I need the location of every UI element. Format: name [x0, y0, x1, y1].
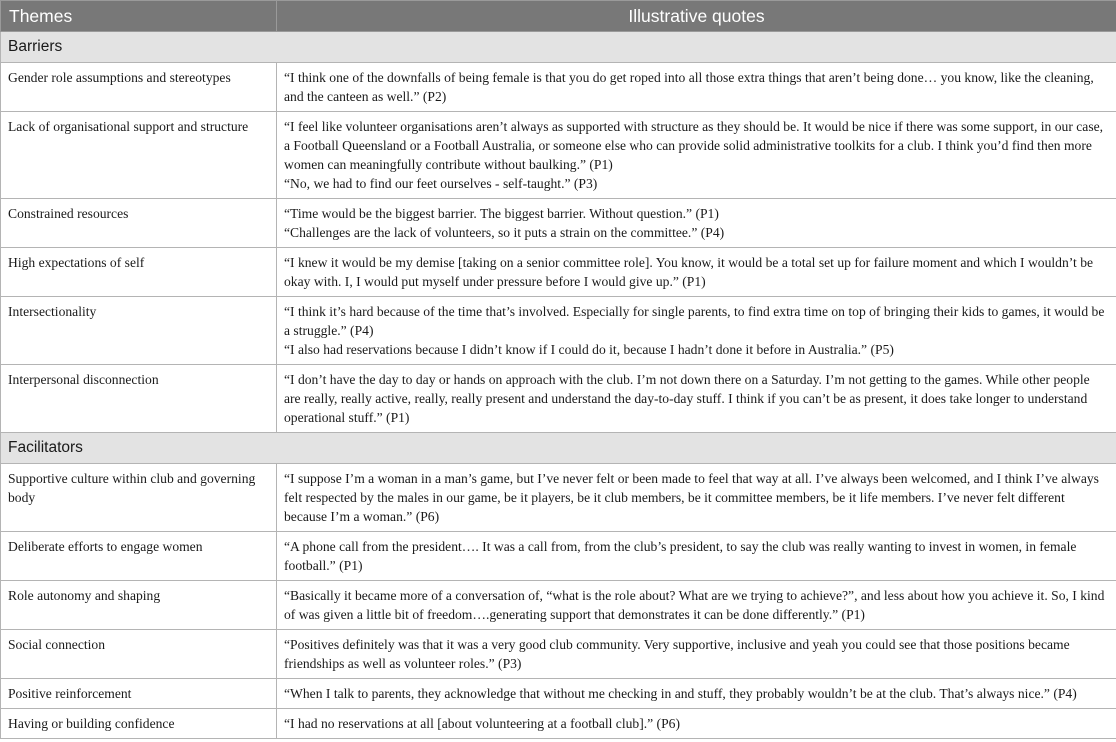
quote-text: “I had no reservations at all [about volunteering at a football club].” (P6)	[284, 716, 680, 731]
theme-cell: Having or building confidence	[1, 709, 277, 739]
table-row	[1, 464, 1116, 532]
table-body	[1, 32, 1116, 739]
quote-text: “Positives definitely was that it was a very good club community. Very supportive, inclusive and yeah you could see that those positions became friendships as well as volunteer roles.” (P3)	[284, 637, 1070, 671]
table-row	[1, 630, 1116, 679]
quote-text: “Time would be the biggest barrier. The biggest barrier. Without question.” (P1)	[284, 206, 719, 221]
quote-cell	[277, 63, 1116, 112]
quote-cell	[277, 581, 1116, 630]
quote-cell	[277, 365, 1116, 433]
table-row	[1, 581, 1116, 630]
table-row	[1, 365, 1116, 433]
theme-cell: Role autonomy and shaping	[1, 581, 277, 630]
table-row	[1, 679, 1116, 709]
theme-cell: Gender role assumptions and stereotypes	[1, 63, 277, 112]
theme-cell: Lack of organisational support and structure	[1, 112, 277, 199]
theme-cell: Constrained resources	[1, 199, 277, 248]
quote-text: “I think one of the downfalls of being female is that you do get roped into all those extra things that aren’t being done… you know, like the cleaning, and the canteen as well.” (P2)	[284, 70, 1094, 104]
section-row-barriers	[1, 32, 1116, 63]
theme-cell: Social connection	[1, 630, 277, 679]
table-row	[1, 63, 1116, 112]
quote-text: “I knew it would be my demise [taking on a senior committee role]. You know, it would be a total set up for failure moment and which I wouldn’t be okay with. I, I would put myself under pressure before I would give up.” (P1)	[284, 255, 1094, 289]
theme-cell: Interpersonal disconnection	[1, 365, 277, 433]
theme-cell: High expectations of self	[1, 248, 277, 297]
table-row	[1, 199, 1116, 248]
quote-cell	[277, 532, 1116, 581]
table-row	[1, 248, 1116, 297]
quote-cell	[277, 709, 1116, 739]
theme-cell: Deliberate efforts to engage women	[1, 532, 277, 581]
quote-cell	[277, 199, 1116, 248]
quote-cell	[277, 297, 1116, 365]
table-row	[1, 112, 1116, 199]
quote-text: “Challenges are the lack of volunteers, so it puts a strain on the committee.” (P4)	[284, 225, 725, 240]
quote-text: “I don’t have the day to day or hands on approach with the club. I’m not down there on a Saturday. I’m not getting to the games. While other people are really, really active, really, really present and understand the day-to-day stuff. I think if you can’t be as present, it does take longer to understand operational stuff.” (P1)	[284, 372, 1090, 425]
quote-cell	[277, 464, 1116, 532]
section-title: Facilitators	[1, 433, 1116, 464]
header-illustrative-quotes: Illustrative quotes	[277, 1, 1116, 32]
quote-cell	[277, 630, 1116, 679]
table-row	[1, 297, 1116, 365]
theme-cell: Positive reinforcement	[1, 679, 277, 709]
quote-cell	[277, 248, 1116, 297]
quote-text: “No, we had to find our feet ourselves - self-taught.” (P3)	[284, 176, 598, 191]
quote-text: “When I talk to parents, they acknowledge that without me checking in and stuff, they probably wouldn’t be at the club. That’s always nice.” (P4)	[284, 686, 1077, 701]
table-header-row	[1, 1, 1116, 32]
table-row	[1, 532, 1116, 581]
theme-cell: Supportive culture within club and governing body	[1, 464, 277, 532]
section-row-facilitators	[1, 433, 1116, 464]
quote-text: “I think it’s hard because of the time that’s involved. Especially for single parents, to find extra time on top of bringing their kids to games, it would be a struggle.” (P4)	[284, 304, 1105, 338]
quote-text: “I also had reservations because I didn’t know if I could do it, because I hadn’t done it before in Australia.” (P5)	[284, 342, 894, 357]
table-row	[1, 709, 1116, 739]
quote-text: “I suppose I’m a woman in a man’s game, but I’ve never felt or been made to feel that way at all. I’ve always been welcomed, and I think I’ve always felt respected by the males in our game, be it players, be it club members, be it committee members, be it life members. I’ve never felt different because I’m a woman.” (P6)	[284, 471, 1099, 524]
header-themes: Themes	[1, 1, 277, 32]
quote-cell	[277, 112, 1116, 199]
section-title: Barriers	[1, 32, 1116, 63]
quote-cell	[277, 679, 1116, 709]
quote-text: “I feel like volunteer organisations aren’t always as supported with structure as they should be. It would be nice if there was some support, in our case, a Football Queensland or a Football Australia, or someone else who can provide solid administrative toolkits for a club. I think you’d find then more women can meaningfully contribute without baulking.” (P1)	[284, 119, 1104, 172]
quote-text: “Basically it became more of a conversation of, “what is the role about? What are we trying to achieve?”, and less about how you achieve it. So, I kind of was given a little bit of freedom….generating support that demonstrates it can be done differently.” (P1)	[284, 588, 1105, 622]
quote-text: “A phone call from the president…. It was a call from, from the club’s president, to say the club was really wanting to invest in women, in female football.” (P1)	[284, 539, 1077, 573]
theme-cell: Intersectionality	[1, 297, 277, 365]
